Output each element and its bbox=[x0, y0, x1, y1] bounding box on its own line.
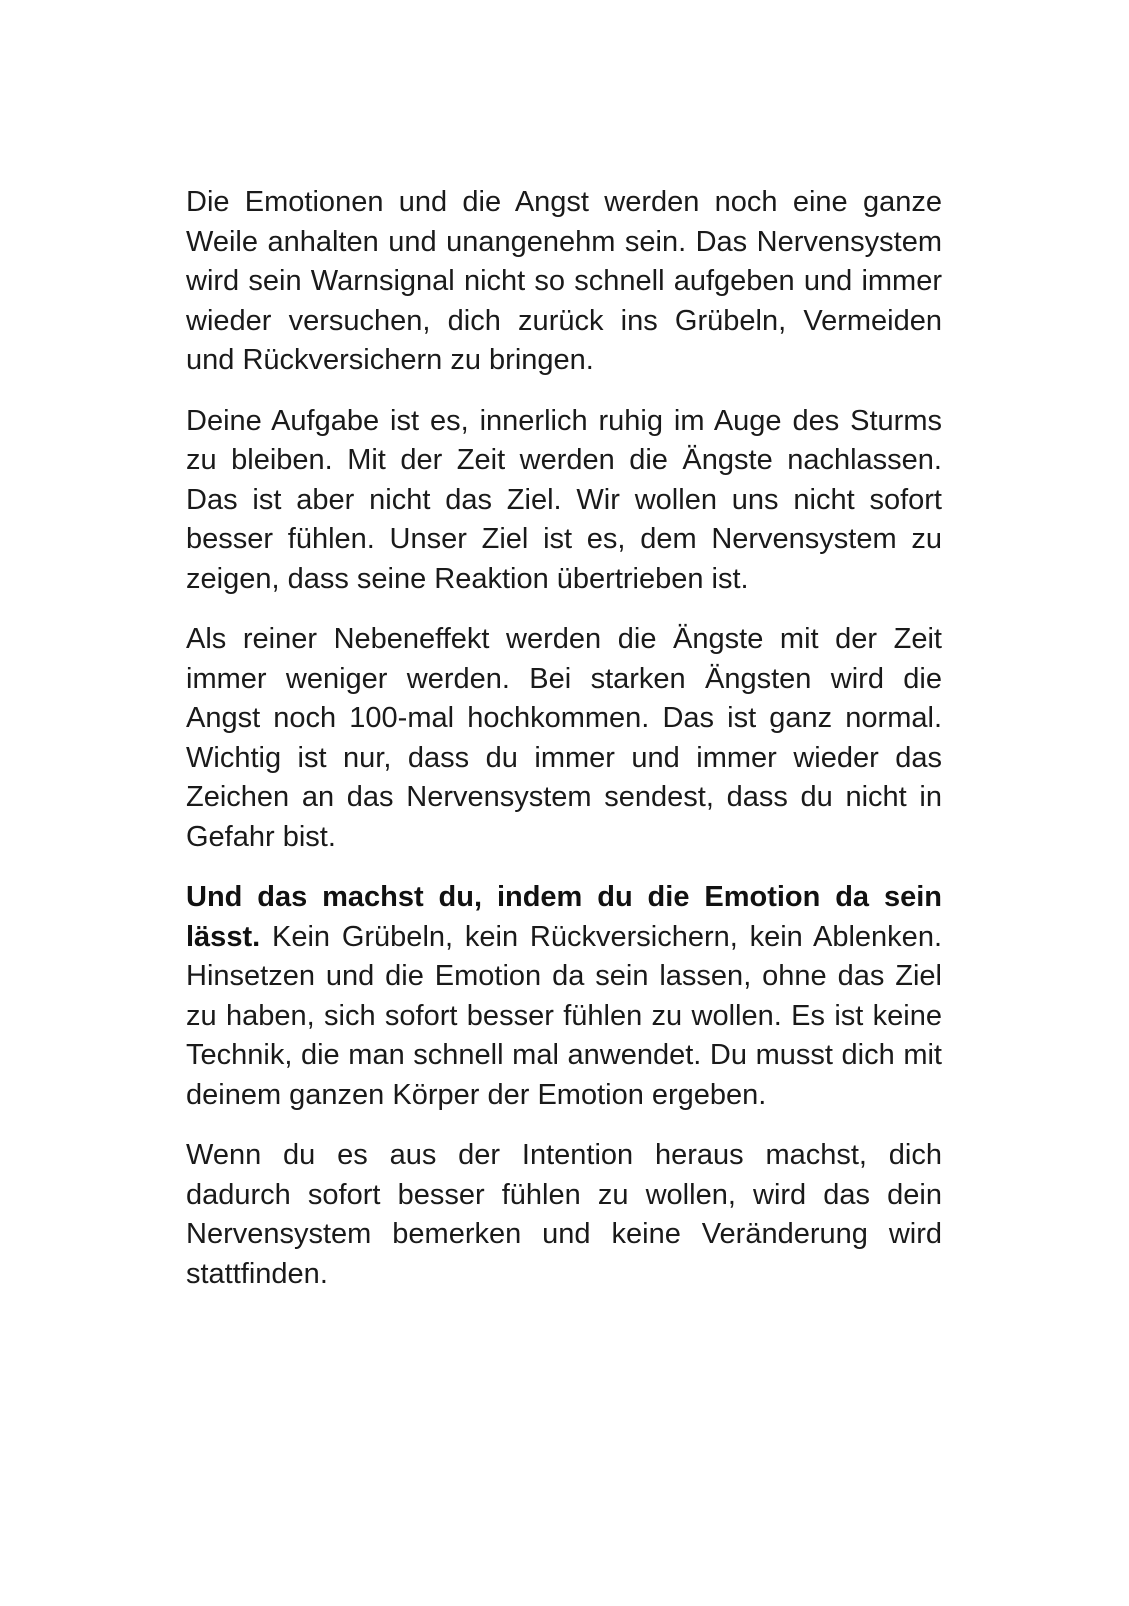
paragraph-4 bbox=[186, 878, 942, 1115]
paragraph-5: Wenn du es aus der Intention heraus machst, dich dadurch sofort besser fühlen zu wollen, wird das dein Nervensystem bemerken und keine Veränderung wird stattfinden. bbox=[186, 1139, 942, 1290]
paragraph-1: Die Emotionen und die Angst werden noch eine ganze Weile anhalten und unangenehm sein. Das Nervensystem wird sein Warnsignal nicht so schnell aufgeben und immer wieder versuchen, dich zurück ins Grübeln, Vermeiden und Rückversichern zu bringen. bbox=[186, 186, 942, 376]
paragraph-4-emphasis: Und das machst du, indem du die Emotion da sein lässt. bbox=[186, 881, 942, 953]
body-text bbox=[186, 183, 942, 1315]
paragraph-4-text: Kein Grübeln, kein Rückversichern, kein Ablenken. Hinsetzen und die Emotion da sein lassen, ohne das Ziel zu haben, sich sofort besser fühlen zu wollen. Es ist keine Technik, die man schnell mal anwendet. Du musst dich mit deinem ganzen Körper der Emotion ergeben. bbox=[186, 920, 942, 1111]
paragraph-2: Deine Aufgabe ist es, innerlich ruhig im Auge des Sturms zu bleiben. Mit der Zeit werden die Ängste nachlassen. Das ist aber nicht das Ziel. Wir wollen uns nicht sofort besser fühlen. Unser Ziel ist es, dem Nervensystem zu zeigen, dass seine Reaktion übertrieben ist. bbox=[186, 404, 942, 595]
paragraph-3: Als reiner Nebeneffekt werden die Ängste mit der Zeit immer weniger werden. Bei starken Ängsten wird die Angst noch 100-mal hochkommen. Das ist ganz normal. Wichtig ist nur, dass du immer und immer wieder das Zeichen an das Nervensystem sendest, dass du nicht in Gefahr bist. bbox=[186, 623, 942, 853]
